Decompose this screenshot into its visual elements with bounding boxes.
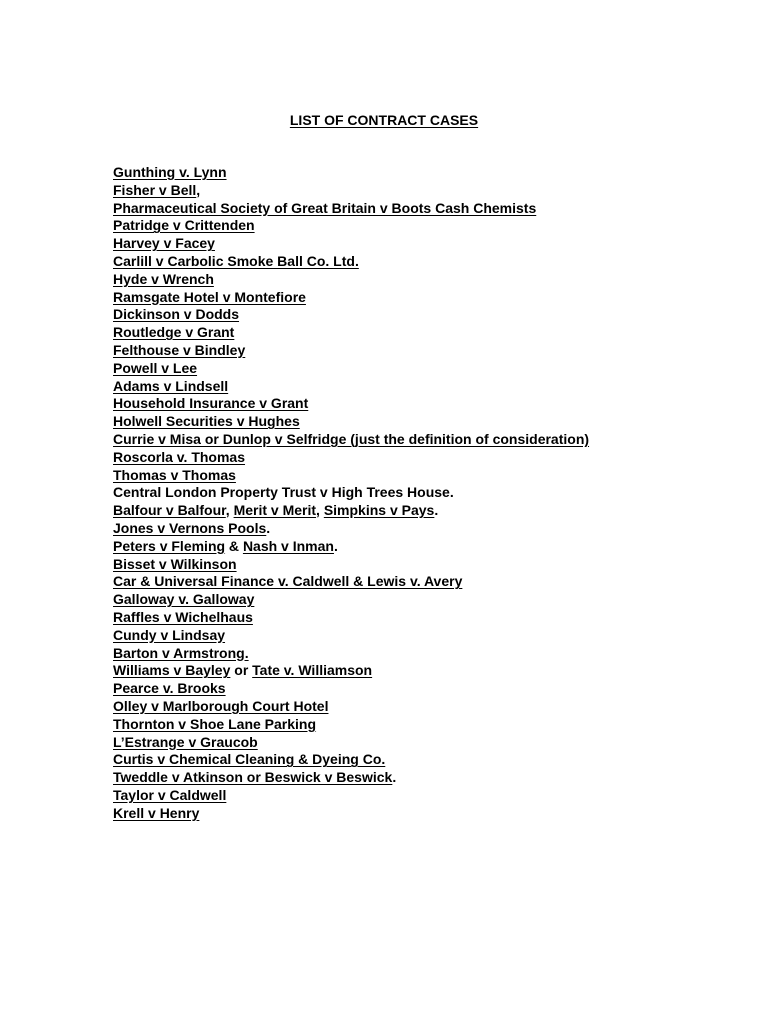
case-name: Bisset v Wilkinson	[113, 555, 237, 572]
case-item	[113, 395, 589, 413]
case-name: Pearce v. Brooks	[113, 680, 226, 697]
case-item	[113, 734, 589, 752]
case-item	[113, 360, 589, 378]
case-item	[113, 591, 589, 609]
case-item	[113, 164, 589, 182]
case-name: Curtis v Chemical Cleaning & Dyeing Co.	[113, 751, 386, 768]
case-item	[113, 217, 589, 235]
case-name: Thomas v Thomas	[113, 466, 236, 483]
case-name: Carlill v Carbolic Smoke Ball Co. Ltd.	[113, 252, 359, 269]
case-item	[113, 271, 589, 289]
case-item	[113, 627, 589, 645]
case-name: Household Insurance v Grant	[113, 395, 309, 412]
case-item	[113, 805, 589, 823]
case-name: Balfour v Balfour	[113, 502, 226, 519]
case-name: Thornton v Shoe Lane Parking	[113, 715, 317, 732]
case-item	[113, 787, 589, 805]
case-separator: .	[392, 769, 397, 786]
case-list	[113, 164, 589, 822]
case-item	[113, 502, 589, 520]
case-name: Tweddle v Atkinson or Beswick v Beswick	[113, 769, 393, 786]
case-item	[113, 289, 589, 307]
case-name: Barton v Armstrong.	[113, 644, 249, 661]
case-name: Pharmaceutical Society of Great Britain v Boots Cash Chemists	[113, 199, 537, 216]
case-separator: ,	[316, 502, 324, 519]
case-item	[113, 306, 589, 324]
case-name: Williams v Bayley	[113, 662, 231, 679]
case-name: Simpkins v Pays	[323, 502, 435, 519]
case-item	[113, 378, 589, 396]
case-item	[113, 769, 589, 787]
case-separator: Central London Property Trust v High Trees House.	[113, 484, 454, 501]
case-name: Adams v Lindsell	[113, 377, 229, 394]
case-separator: .	[333, 537, 338, 554]
case-name: Cundy v Lindsay	[113, 626, 226, 643]
case-name: Fisher v Bell	[113, 181, 197, 198]
case-separator: ,	[196, 181, 201, 198]
case-name: Routledge v Grant	[113, 324, 235, 341]
case-item	[113, 556, 589, 574]
case-item	[113, 698, 589, 716]
case-name: Holwell Securities v Hughes	[113, 413, 300, 430]
case-item	[113, 538, 589, 556]
case-item	[113, 484, 589, 502]
case-separator: .	[434, 502, 439, 519]
case-item	[113, 431, 589, 449]
case-name: Galloway v. Galloway	[113, 591, 255, 608]
case-item	[113, 467, 589, 485]
case-item	[113, 662, 589, 680]
case-item	[113, 324, 589, 342]
case-item	[113, 449, 589, 467]
case-item	[113, 751, 589, 769]
case-name: Olley v Marlborough Court Hotel	[113, 697, 329, 714]
case-item	[113, 342, 589, 360]
case-name: Krell v Henry	[113, 804, 200, 821]
case-name: Gunthing v. Lynn	[113, 164, 227, 180]
case-item	[113, 200, 589, 218]
case-item	[113, 716, 589, 734]
case-name: Hyde v Wrench	[113, 270, 214, 287]
case-item	[113, 573, 589, 591]
case-name: Raffles v Wichelhaus	[113, 608, 253, 625]
case-name: Merit v Merit	[233, 502, 317, 519]
case-name: Car & Universal Finance v. Caldwell & Lewis v. Avery	[113, 573, 463, 590]
case-name: Harvey v Facey	[113, 235, 215, 252]
case-name: Felthouse v Bindley	[113, 341, 246, 358]
case-item	[113, 182, 589, 200]
case-separator: ,	[225, 502, 234, 519]
case-name: L’Estrange v Graucob	[113, 733, 258, 750]
case-name: Nash v Inman	[242, 537, 334, 554]
case-separator: or	[230, 662, 253, 679]
case-name: Jones v Vernons Pools	[113, 519, 267, 536]
case-item	[113, 520, 589, 538]
case-separator: &	[225, 537, 243, 554]
case-name: Patridge v Crittenden	[113, 217, 255, 234]
case-separator: .	[266, 519, 271, 536]
case-item	[113, 609, 589, 627]
case-name: Currie v Misa or Dunlop v Selfridge (just the definition of consideration)	[113, 430, 590, 447]
case-name: Tate v. Williamson	[252, 662, 373, 679]
case-name: Roscorla v. Thomas	[113, 448, 246, 465]
case-name: Powell v Lee	[113, 359, 198, 376]
case-item	[113, 680, 589, 698]
document-title: LIST OF CONTRACT CASES	[289, 112, 479, 128]
case-name: Taylor v Caldwell	[113, 786, 227, 803]
case-item	[113, 253, 589, 271]
case-item	[113, 413, 589, 431]
case-name: Peters v Fleming	[113, 537, 226, 554]
case-name: Dickinson v Dodds	[113, 306, 240, 323]
case-item	[113, 235, 589, 253]
case-item	[113, 645, 589, 663]
case-name: Ramsgate Hotel v Montefiore	[113, 288, 306, 305]
